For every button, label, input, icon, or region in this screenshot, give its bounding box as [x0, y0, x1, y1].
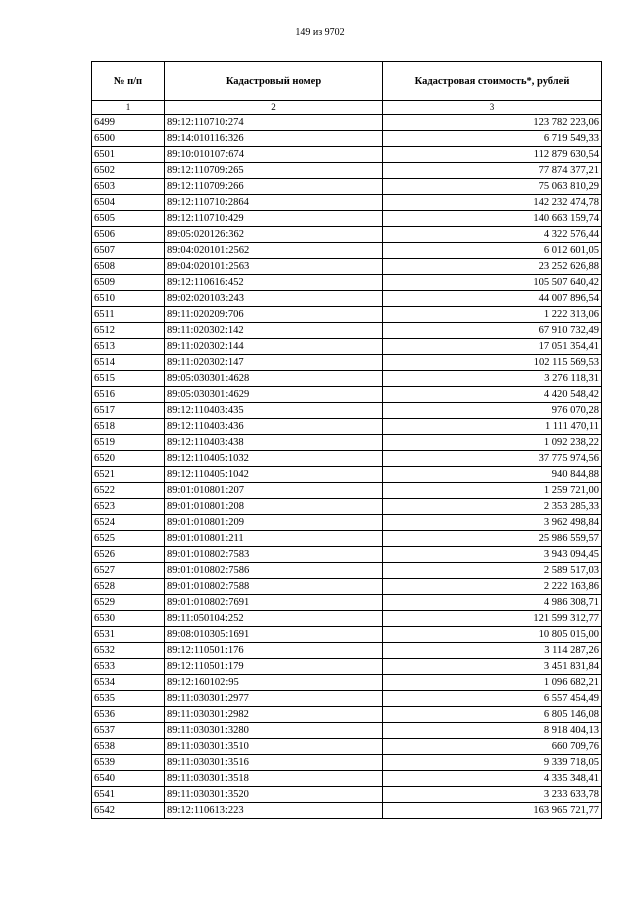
row-number: 6529: [92, 595, 165, 611]
row-number: 6509: [92, 275, 165, 291]
cadastral-number: 89:12:110403:435: [165, 403, 383, 419]
table-row: [92, 243, 602, 259]
cadastral-value: 1 096 682,21: [383, 675, 602, 691]
cadastral-number: 89:11:020302:144: [165, 339, 383, 355]
cadastral-number: 89:12:110501:176: [165, 643, 383, 659]
row-number: 6501: [92, 147, 165, 163]
cadastral-value: 67 910 732,49: [383, 323, 602, 339]
cadastral-number: 89:12:110710:429: [165, 211, 383, 227]
row-number: 6522: [92, 483, 165, 499]
table-row: [92, 131, 602, 147]
cadastral-value: 75 063 810,29: [383, 179, 602, 195]
cadastral-number: 89:11:020302:147: [165, 355, 383, 371]
table-row: [92, 595, 602, 611]
cadastral-value: 2 353 285,33: [383, 499, 602, 515]
cadastral-value: 105 507 640,42: [383, 275, 602, 291]
cadastral-number: 89:01:010801:208: [165, 499, 383, 515]
cadastral-value: 102 115 569,53: [383, 355, 602, 371]
row-number: 6504: [92, 195, 165, 211]
cadastral-number: 89:11:030301:2977: [165, 691, 383, 707]
column-header-cadastral-value: Кадастровая стоимость*, рублей: [383, 62, 602, 101]
cadastral-value-table: [91, 61, 602, 819]
table-row: [92, 339, 602, 355]
row-number: 6507: [92, 243, 165, 259]
cadastral-value: 37 775 974,56: [383, 451, 602, 467]
cadastral-number: 89:02:020103:243: [165, 291, 383, 307]
cadastral-number: 89:11:030301:3520: [165, 787, 383, 803]
cadastral-value: 23 252 626,88: [383, 259, 602, 275]
row-number: 6534: [92, 675, 165, 691]
cadastral-number: 89:12:110710:2864: [165, 195, 383, 211]
table-row: [92, 355, 602, 371]
cadastral-value: 2 222 163,86: [383, 579, 602, 595]
row-number: 6524: [92, 515, 165, 531]
cadastral-value: 6 012 601,05: [383, 243, 602, 259]
cadastral-number: 89:12:110709:265: [165, 163, 383, 179]
row-number: 6542: [92, 803, 165, 819]
row-number: 6531: [92, 627, 165, 643]
cadastral-value: 3 451 831,84: [383, 659, 602, 675]
cadastral-value: 3 943 094,45: [383, 547, 602, 563]
table-row: [92, 435, 602, 451]
row-number: 6521: [92, 467, 165, 483]
cadastral-value: 4 986 308,71: [383, 595, 602, 611]
cadastral-number: 89:04:020101:2563: [165, 259, 383, 275]
cadastral-value: 142 232 474,78: [383, 195, 602, 211]
table-row: [92, 195, 602, 211]
table-row: [92, 707, 602, 723]
row-number: 6519: [92, 435, 165, 451]
cadastral-value: 77 874 377,21: [383, 163, 602, 179]
cadastral-value: 940 844,88: [383, 467, 602, 483]
table-row: [92, 323, 602, 339]
row-number: 6515: [92, 371, 165, 387]
cadastral-number: 89:11:020209:706: [165, 307, 383, 323]
cadastral-value: 4 322 576,44: [383, 227, 602, 243]
cadastral-number: 89:12:110501:179: [165, 659, 383, 675]
row-number: 6513: [92, 339, 165, 355]
table-row: [92, 307, 602, 323]
column-index-2: 2: [165, 101, 383, 115]
column-index-3: 3: [383, 101, 602, 115]
row-number: 6541: [92, 787, 165, 803]
cadastral-number: 89:05:020126:362: [165, 227, 383, 243]
cadastral-number: 89:05:030301:4629: [165, 387, 383, 403]
cadastral-value: 123 782 223,06: [383, 115, 602, 131]
cadastral-number: 89:01:010801:207: [165, 483, 383, 499]
table-row: [92, 275, 602, 291]
row-number: 6499: [92, 115, 165, 131]
cadastral-number: 89:01:010801:209: [165, 515, 383, 531]
row-number: 6533: [92, 659, 165, 675]
row-number: 6503: [92, 179, 165, 195]
cadastral-number: 89:04:020101:2562: [165, 243, 383, 259]
cadastral-number: 89:11:030301:3516: [165, 755, 383, 771]
row-number: 6518: [92, 419, 165, 435]
table-row: [92, 419, 602, 435]
table-row: [92, 259, 602, 275]
table-row: [92, 163, 602, 179]
row-number: 6510: [92, 291, 165, 307]
cadastral-value: 4 335 348,41: [383, 771, 602, 787]
cadastral-value: 976 070,28: [383, 403, 602, 419]
cadastral-number: 89:12:110616:452: [165, 275, 383, 291]
row-number: 6535: [92, 691, 165, 707]
table-row: [92, 643, 602, 659]
cadastral-number: 89:12:110405:1042: [165, 467, 383, 483]
row-number: 6506: [92, 227, 165, 243]
cadastral-number: 89:01:010802:7583: [165, 547, 383, 563]
row-number: 6511: [92, 307, 165, 323]
table-row: [92, 403, 602, 419]
cadastral-number: 89:11:030301:3518: [165, 771, 383, 787]
table-row: [92, 483, 602, 499]
cadastral-value: 660 709,76: [383, 739, 602, 755]
table-row: [92, 755, 602, 771]
cadastral-number: 89:11:030301:3280: [165, 723, 383, 739]
cadastral-value: 4 420 548,42: [383, 387, 602, 403]
cadastral-value: 8 918 404,13: [383, 723, 602, 739]
cadastral-value: 6 719 549,33: [383, 131, 602, 147]
cadastral-number: 89:05:030301:4628: [165, 371, 383, 387]
cadastral-number: 89:12:110710:274: [165, 115, 383, 131]
row-number: 6520: [92, 451, 165, 467]
cadastral-value: 6 805 146,08: [383, 707, 602, 723]
cadastral-number: 89:01:010801:211: [165, 531, 383, 547]
column-header-number: № п/п: [92, 62, 165, 101]
table-row: [92, 563, 602, 579]
cadastral-number: 89:12:110613:223: [165, 803, 383, 819]
column-index-1: 1: [92, 101, 165, 115]
cadastral-number: 89:11:030301:2982: [165, 707, 383, 723]
table-row: [92, 787, 602, 803]
table-row: [92, 227, 602, 243]
table-row: [92, 115, 602, 131]
table-row: [92, 499, 602, 515]
table-row: [92, 467, 602, 483]
row-number: 6538: [92, 739, 165, 755]
cadastral-value: 1 092 238,22: [383, 435, 602, 451]
table-row: [92, 723, 602, 739]
row-number: 6505: [92, 211, 165, 227]
cadastral-value: 1 111 470,11: [383, 419, 602, 435]
cadastral-value: 6 557 454,49: [383, 691, 602, 707]
cadastral-number: 89:12:160102:95: [165, 675, 383, 691]
row-number: 6530: [92, 611, 165, 627]
cadastral-number: 89:01:010802:7588: [165, 579, 383, 595]
cadastral-value: 112 879 630,54: [383, 147, 602, 163]
table-row: [92, 531, 602, 547]
row-number: 6526: [92, 547, 165, 563]
cadastral-value: 25 986 559,57: [383, 531, 602, 547]
cadastral-value: 9 339 718,05: [383, 755, 602, 771]
table-row: [92, 803, 602, 819]
row-number: 6500: [92, 131, 165, 147]
table-row: [92, 771, 602, 787]
cadastral-value: 3 114 287,26: [383, 643, 602, 659]
cadastral-value: 2 589 517,03: [383, 563, 602, 579]
cadastral-number: 89:10:010107:674: [165, 147, 383, 163]
cadastral-number: 89:12:110403:438: [165, 435, 383, 451]
row-number: 6537: [92, 723, 165, 739]
table-row: [92, 547, 602, 563]
cadastral-value: 1 259 721,00: [383, 483, 602, 499]
cadastral-number: 89:12:110405:1032: [165, 451, 383, 467]
row-number: 6508: [92, 259, 165, 275]
cadastral-value: 3 962 498,84: [383, 515, 602, 531]
cadastral-value: 17 051 354,41: [383, 339, 602, 355]
table-body: [92, 115, 602, 819]
row-number: 6536: [92, 707, 165, 723]
column-header-cadastral-number: Кадастровый номер: [165, 62, 383, 101]
table-row: [92, 291, 602, 307]
row-number: 6514: [92, 355, 165, 371]
table-row: [92, 179, 602, 195]
row-number: 6539: [92, 755, 165, 771]
table-row: [92, 579, 602, 595]
table-row: [92, 371, 602, 387]
table-row: [92, 627, 602, 643]
row-number: 6512: [92, 323, 165, 339]
row-number: 6516: [92, 387, 165, 403]
cadastral-value: 10 805 015,00: [383, 627, 602, 643]
page-counter: 149 из 9702: [295, 27, 345, 38]
table-row: [92, 211, 602, 227]
table-row: [92, 675, 602, 691]
cadastral-number: 89:01:010802:7586: [165, 563, 383, 579]
cadastral-number: 89:08:010305:1691: [165, 627, 383, 643]
row-number: 6527: [92, 563, 165, 579]
cadastral-value: 163 965 721,77: [383, 803, 602, 819]
row-number: 6523: [92, 499, 165, 515]
cadastral-value: 3 233 633,78: [383, 787, 602, 803]
cadastral-number: 89:01:010802:7691: [165, 595, 383, 611]
table-row: [92, 691, 602, 707]
table-row: [92, 611, 602, 627]
row-number: 6532: [92, 643, 165, 659]
table-row: [92, 451, 602, 467]
cadastral-value: 3 276 118,31: [383, 371, 602, 387]
row-number: 6525: [92, 531, 165, 547]
table-row: [92, 739, 602, 755]
cadastral-number: 89:12:110709:266: [165, 179, 383, 195]
cadastral-value: 1 222 313,06: [383, 307, 602, 323]
row-number: 6517: [92, 403, 165, 419]
table-row: [92, 515, 602, 531]
cadastral-number: 89:11:050104:252: [165, 611, 383, 627]
cadastral-number: 89:11:020302:142: [165, 323, 383, 339]
cadastral-value: 121 599 312,77: [383, 611, 602, 627]
cadastral-number: 89:14:010116:326: [165, 131, 383, 147]
table-row: [92, 387, 602, 403]
row-number: 6502: [92, 163, 165, 179]
row-number: 6528: [92, 579, 165, 595]
row-number: 6540: [92, 771, 165, 787]
cadastral-number: 89:11:030301:3510: [165, 739, 383, 755]
cadastral-number: 89:12:110403:436: [165, 419, 383, 435]
table-row: [92, 659, 602, 675]
cadastral-value: 44 007 896,54: [383, 291, 602, 307]
table-row: [92, 147, 602, 163]
cadastral-value: 140 663 159,74: [383, 211, 602, 227]
